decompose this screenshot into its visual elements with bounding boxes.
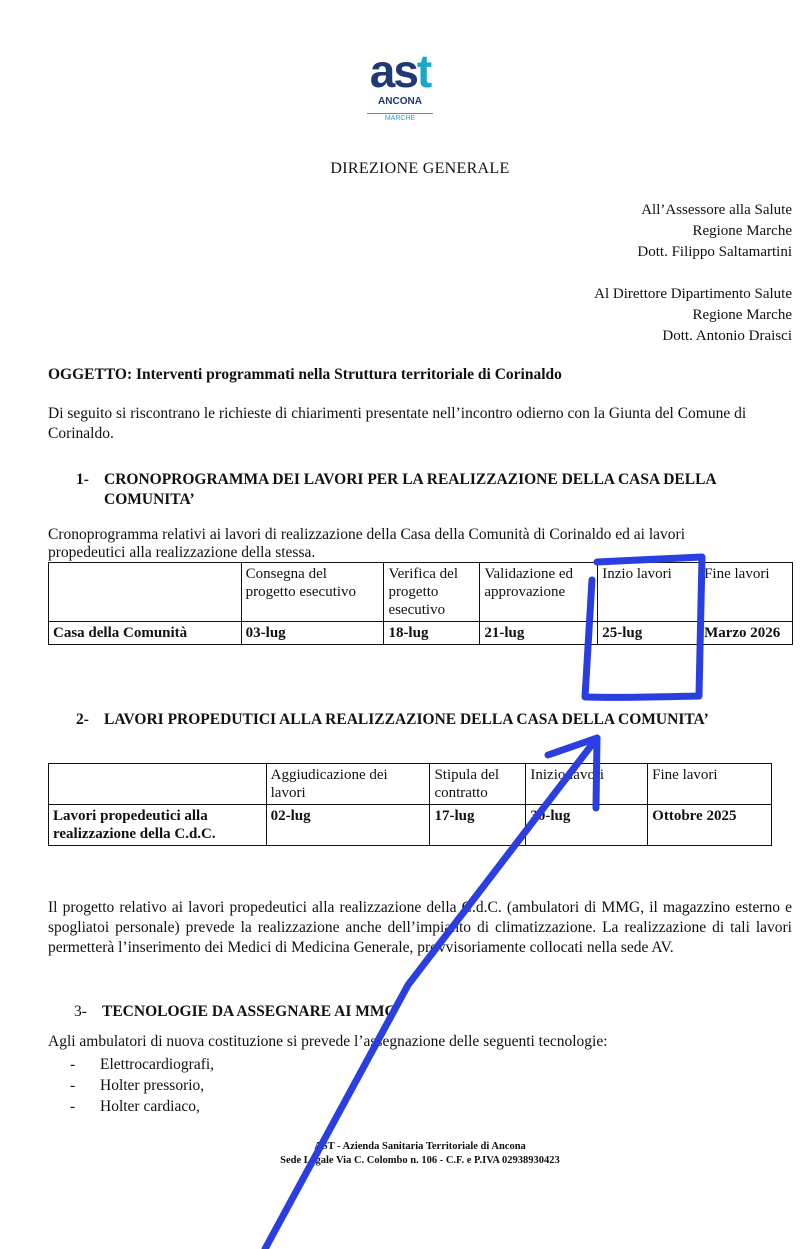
table-cell: 25-lug [598,622,700,645]
section-2-paragraph: Il progetto relativo ai lavori propedeutici alla realizzazione della C.d.C. (ambulatori di MMG, il magazzino esterno e spogliatoi personale) prevede la realizzazione anche dell’impianto di climatizzazione. La realizzazione di tali lavori permetterà l’inserimento dei Medici di Medicina Generale, provvisoriamente collocati nella sede AV. [48,899,792,956]
logo-city: ANCONA [378,96,422,107]
page-footer [0,1140,800,1168]
intro-paragraph: Di seguito si riscontrano le richieste di chiarimenti presentate nell’incontro odierno con la Giunta del Comune di Corinaldo. [48,405,747,442]
list-item: - Elettrocardiografi, [60,1054,214,1075]
table-cell: Lavori propedeutici alla realizzazione della C.d.C. [49,805,267,846]
table-header-cell: Fine lavori [648,764,772,805]
recipient-line: Al Direttore Dipartimento Salute [594,286,792,302]
table-cell: 02-lug [266,805,430,846]
section-3-paragraph: Agli ambulatori di nuova costituzione si prevede l’assegnazione delle seguenti tecnologie: [48,1033,608,1050]
recipient-line: All’Assessore alla Salute [641,202,792,218]
table-header-cell: Fine lavori [700,563,793,622]
section-2-title [76,710,766,730]
table-header-row [49,563,793,622]
list-item: - Holter cardiaco, [60,1096,214,1117]
table-cell: 18-lug [384,622,480,645]
recipient-line: Dott. Filippo Saltamartini [637,244,792,260]
schedule-table-casa [48,562,793,645]
logo-wordmark: ast [369,45,431,97]
table-header-cell [49,563,242,622]
section-title: LAVORI PROPEDUTICI ALLA REALIZZAZIONE DELLA CASA DELLA COMUNITA’ [104,711,709,728]
table-header-row [49,764,772,805]
table-cell: Ottobre 2025 [648,805,772,846]
table-header-cell [49,764,267,805]
footer-line: AST - Azienda Sanitaria Territoriale di Ancona [314,1141,526,1152]
table-cell: 17-lug [430,805,526,846]
section-number: 2- [76,711,89,728]
recipient-line: Regione Marche [692,307,792,323]
list-item: - Holter pressorio, [60,1075,214,1096]
logo-region: MARCHE [367,113,433,123]
table-header-cell: Inzio lavori [598,563,700,622]
table-cell: 30-lug [526,805,648,846]
table-row [49,622,793,645]
recipient-block-2 [594,284,792,347]
technology-list [60,1054,214,1117]
table-header-cell: Aggiudicazione dei lavori [266,764,430,805]
recipient-line: Dott. Antonio Draisci [662,328,792,344]
subject-line: OGGETTO: Interventi programmati nella Struttura territoriale di Corinaldo [48,366,562,383]
table-cell: Marzo 2026 [700,622,793,645]
footer-line: Sede Legale Via C. Colombo n. 106 - C.F. e P.IVA 02938930423 [280,1155,560,1166]
section-1-description: Cronoprogramma relativi ai lavori di realizzazione della Casa della Comunità di Corinaldo ed ai lavori propedeutici alla realizzazione della stessa. [48,526,686,561]
table-header-cell: Stipula del contratto [430,764,526,805]
recipient-line: Regione Marche [692,223,792,239]
table-header-cell: Consegna del progetto esecutivo [241,563,384,622]
schedule-table-lavori [48,763,772,846]
table-header-cell: Verifica del progetto esecutivo [384,563,480,622]
page-heading: DIREZIONE GENERALE [330,160,510,177]
recipient-block-1 [637,200,792,263]
table-cell: 21-lug [480,622,598,645]
table-row [49,805,772,846]
section-title: CRONOPROGRAMMA DEI LAVORI PER LA REALIZZAZIONE DELLA CASA DELLA COMUNITA’ [104,471,716,508]
table-cell: Casa della Comunità [49,622,242,645]
table-header-cell: Validazione ed approvazione [480,563,598,622]
section-1-title [76,470,766,510]
section-number: 1- [76,471,89,488]
ast-logo [0,45,800,125]
section-title: TECNOLOGIE DA ASSEGNARE AI MMG [102,1003,397,1020]
table-cell: 03-lug [241,622,384,645]
section-3-title [74,1002,764,1022]
section-number: 3- [74,1003,87,1020]
table-header-cell: Inizio lavori [526,764,648,805]
